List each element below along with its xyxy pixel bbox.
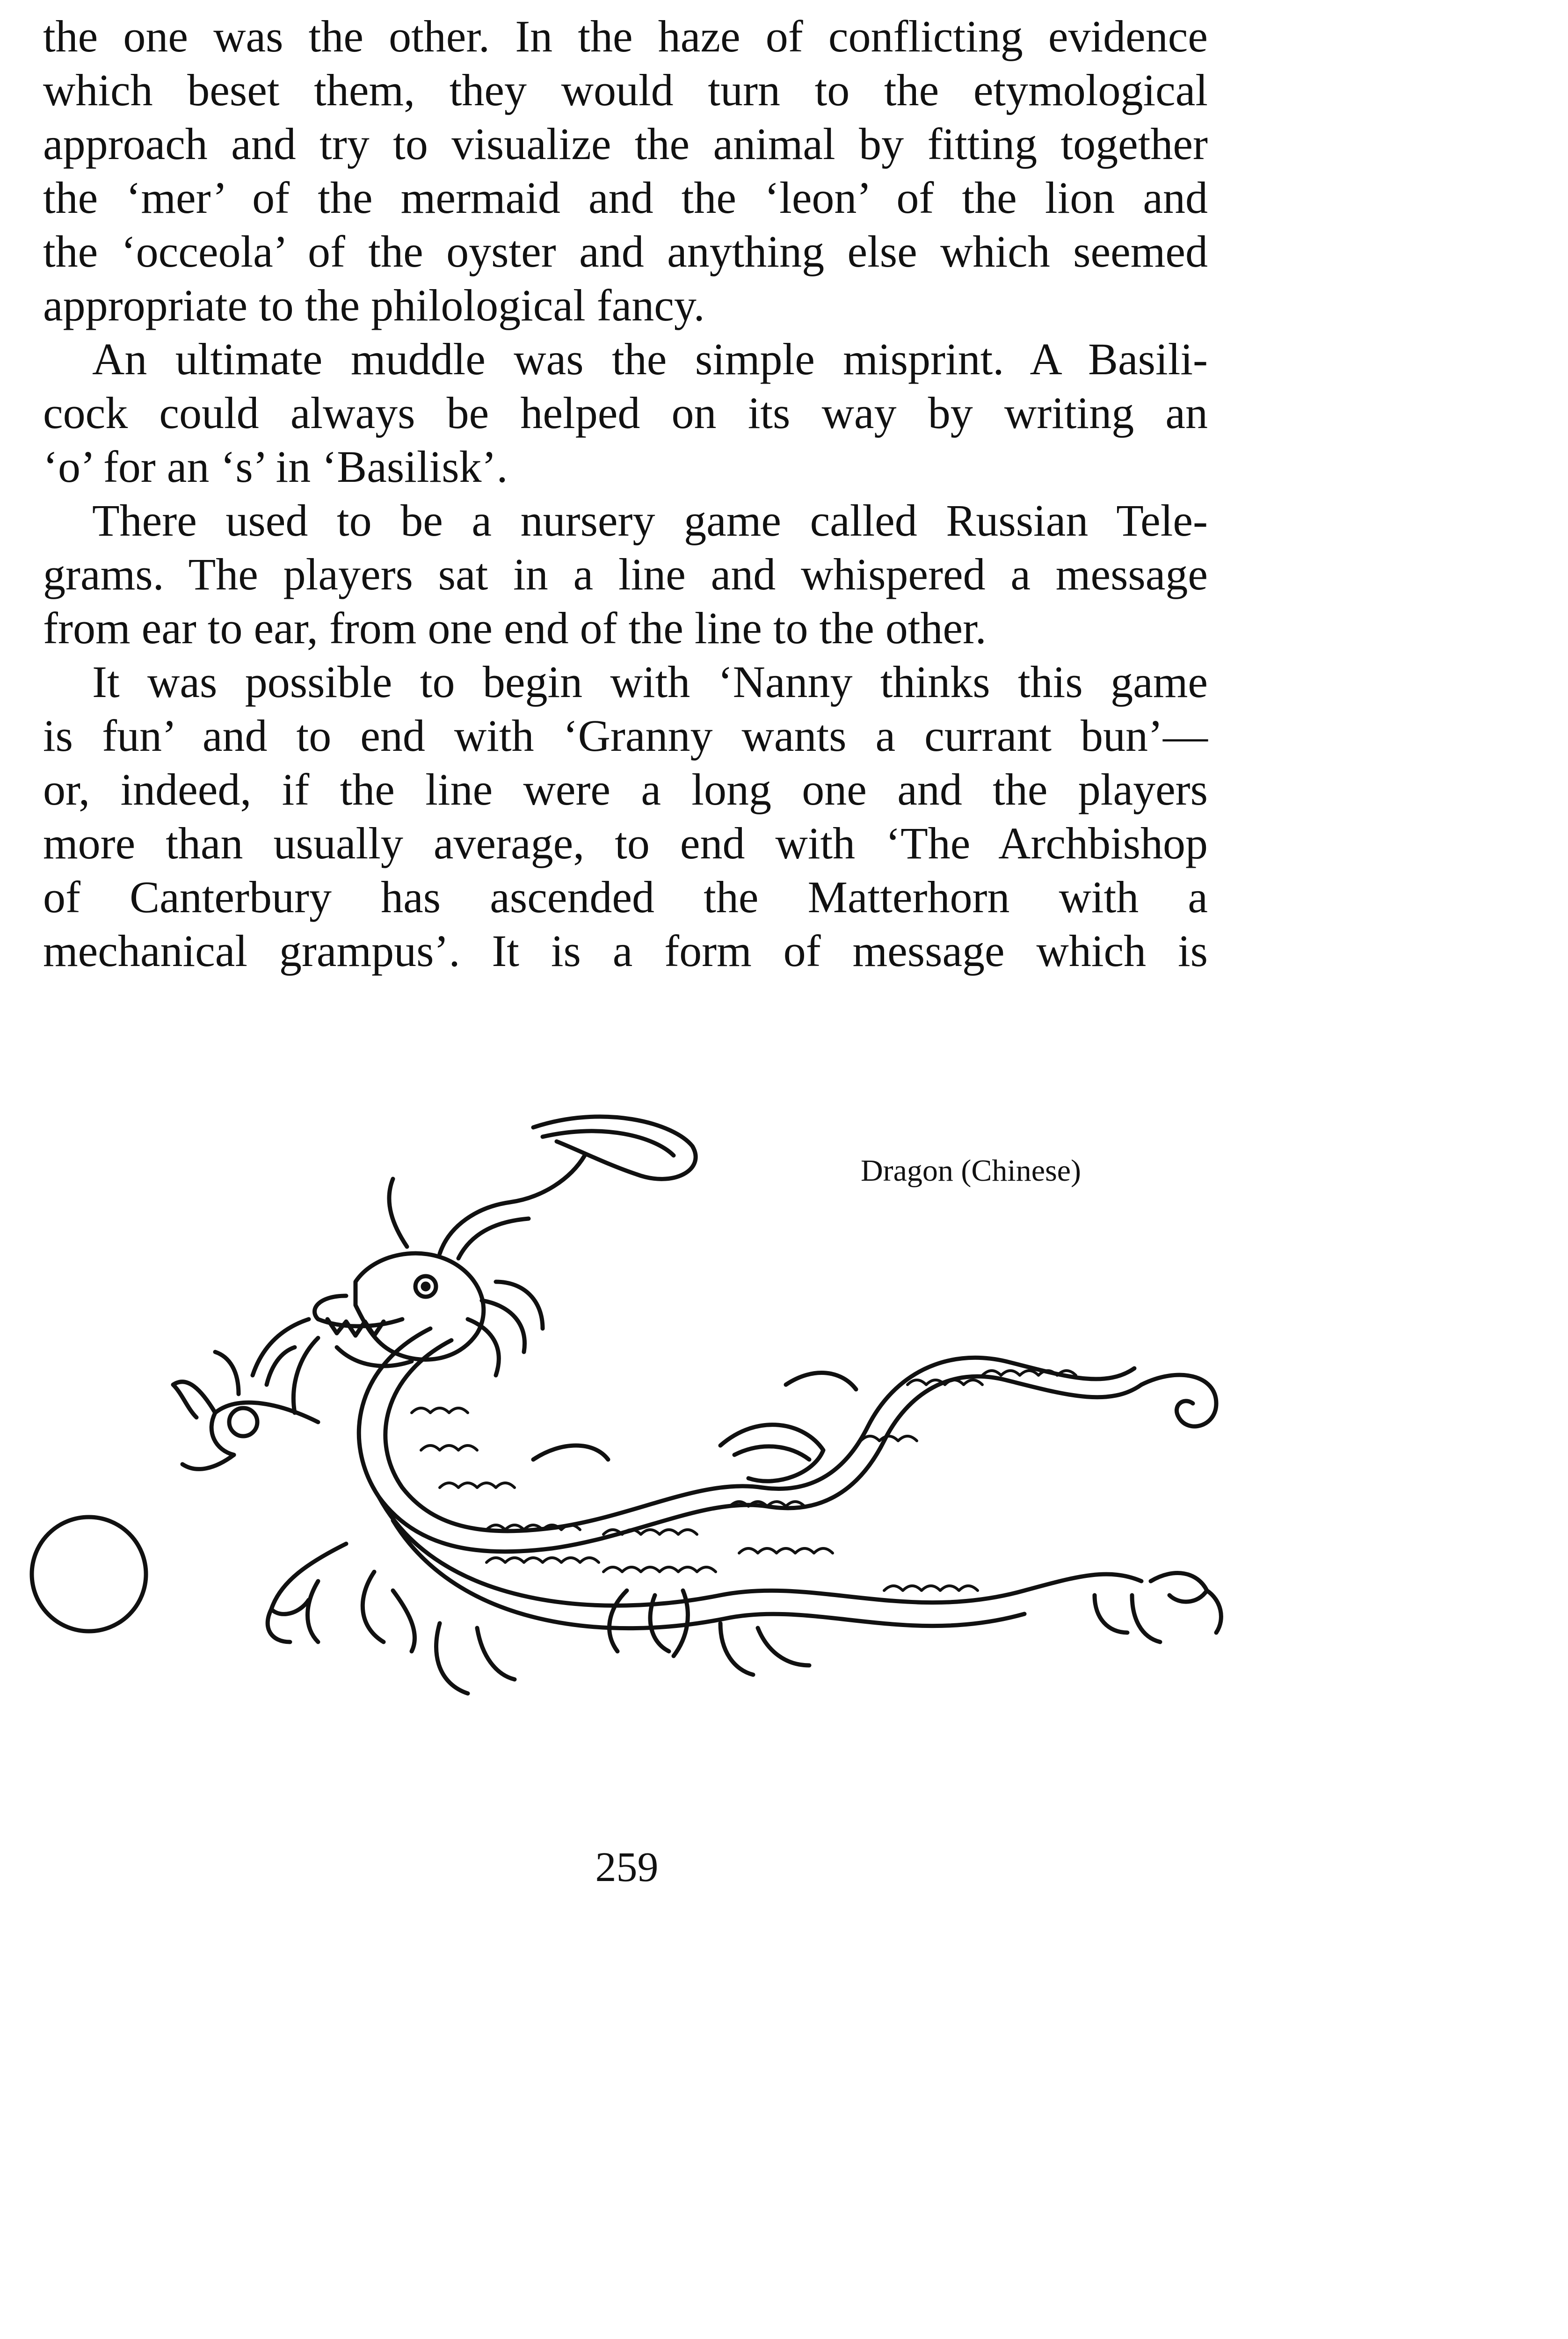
dragon-whisker xyxy=(533,1117,696,1179)
rear-claw xyxy=(268,1544,1221,1656)
dragon-illustration xyxy=(19,1085,1244,1787)
body-text xyxy=(43,9,1208,978)
text-line: grams. The players sat in a line and whispered a message xyxy=(43,549,1208,599)
text-line: mechanical grampus’. It is a form of message which is xyxy=(43,926,1208,976)
text-line: from ear to ear, from one end of the line to the other. xyxy=(43,603,987,653)
text-line: or, indeed, if the line were a long one and the players xyxy=(43,764,1208,814)
text-line: the ‘occeola’ of the oyster and anything else which seemed xyxy=(43,226,1208,276)
text-line: is fun’ and to end with ‘Granny wants a currant bun’— xyxy=(43,711,1208,761)
text-line: which beset them, they would turn to the etymological xyxy=(43,65,1208,115)
dragon-body xyxy=(359,1329,1141,1552)
text-line: An ultimate muddle was the simple misprint. A Basili- xyxy=(92,334,1208,384)
dragon-head xyxy=(356,1253,484,1359)
text-line: of Canterbury has ascended the Matterhorn with a xyxy=(43,872,1208,922)
dragon-tail xyxy=(1141,1375,1216,1426)
text-line: cock could always be helped on its way by writing an xyxy=(43,388,1208,438)
pearl-icon xyxy=(32,1517,146,1631)
text-line: the ‘mer’ of the mermaid and the ‘leon’ of the lion and xyxy=(43,173,1208,223)
front-claw xyxy=(173,1347,318,1469)
text-line: the one was the other. In the haze of conflicting evidence xyxy=(43,11,1208,61)
illustration-caption: Dragon (Chinese) xyxy=(861,1154,1082,1188)
text-line: more than usually average, to end with ‘The Archbishop xyxy=(43,818,1208,868)
text-line: approach and try to visualize the animal by fitting together xyxy=(43,119,1208,169)
page-number: 259 xyxy=(595,1844,659,1890)
text-line: appropriate to the philological fancy. xyxy=(43,280,705,330)
text-line: It was possible to begin with ‘Nanny thinks this game xyxy=(92,657,1208,707)
text-line: There used to be a nursery game called Russian Tele- xyxy=(92,495,1208,545)
text-line: ‘o’ for an ‘s’ in ‘Basilisk’. xyxy=(43,442,508,492)
